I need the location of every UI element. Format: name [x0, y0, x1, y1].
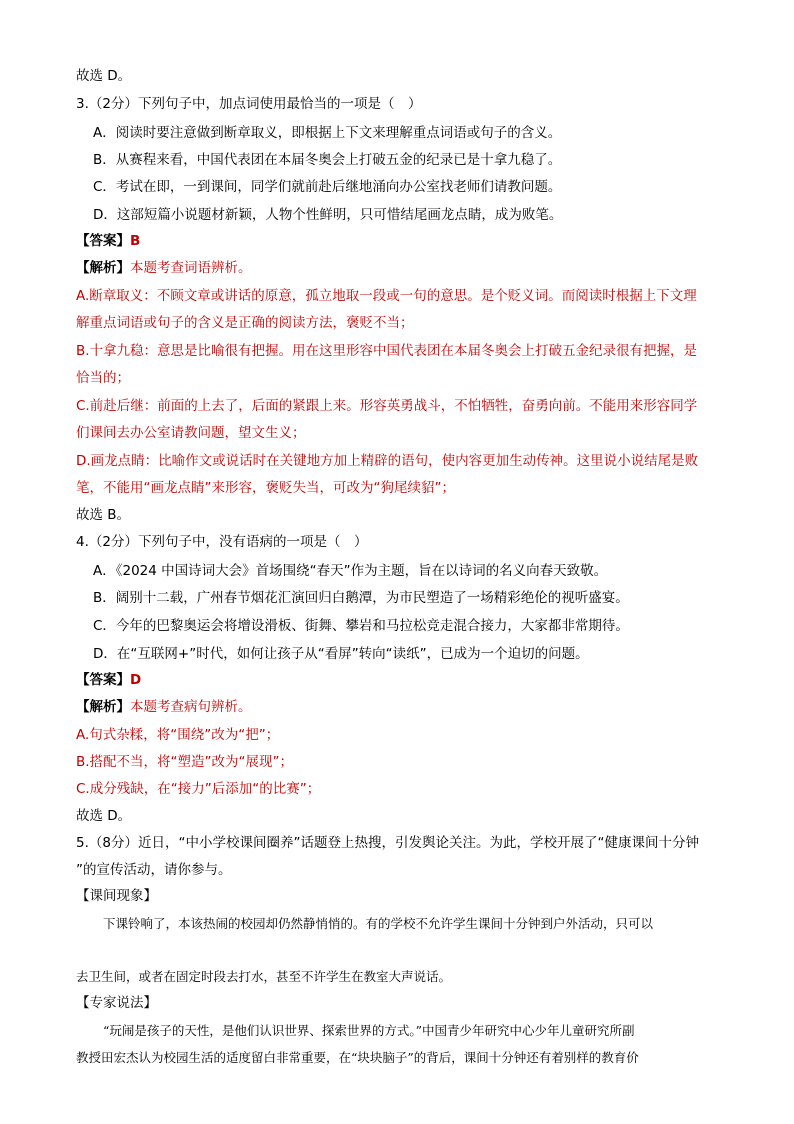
- answer-value: B: [130, 233, 141, 249]
- q5-stem-line2: ”的宣传活动，请你参与。: [76, 862, 232, 878]
- analysis-label: 【解析】: [76, 260, 130, 276]
- q3-explanation-b-line1: B.十拿九稳：意思是比喻很有把握。用在这里形容中国代表团在本届冬奥会上打破五金纪录很有把握，是: [76, 343, 698, 359]
- q3-explanation-c-line1: C.前赴后继：前面的上去了，后面的紧跟上来。形容英勇战斗，不怕牺牲，奋勇向前。不能用来形容同学: [76, 398, 698, 414]
- q4-explanation-c: C.成分残缺，在“接力”后添加“的比赛”；: [76, 781, 321, 797]
- q3-option-d: D．这部短篇小说题材新颖，人物个性鲜明，只可惜结尾画龙点睛，成为败笔。: [93, 207, 563, 223]
- analysis-text: 本题考查病句辨析。: [130, 699, 252, 715]
- answer-label: 【答案】: [76, 672, 130, 688]
- q3-stem: 3.（2分）下列句子中，加点词使用最恰当的一项是（ ）: [76, 96, 422, 112]
- q4-option-b: B．阔别十二载，广州春节烟花汇演回归白鹅潭，为市民塑造了一场精彩绝伦的视听盛宴。: [93, 590, 629, 606]
- q3-explanation-d-line1: D.画龙点睛：比喻作文或说话时在关键地方加上精辟的语句，使内容更加生动传神。这里说小说结尾是败: [76, 453, 699, 469]
- q4-option-d: D．在“互联网+”时代，如何让孩子从“看屏”转向“读纸”，已成为一个迫切的问题。: [93, 646, 589, 662]
- q3-option-b: B．从赛程来看，中国代表团在本届冬奥会上打破五金的纪录已是十拿九稳了。: [93, 152, 562, 168]
- q3-explanation-d-line2: 笔，不能用“画龙点睛”来形容，褒贬失当，可改为“狗尾续貂”；: [76, 480, 455, 496]
- analysis-label: 【解析】: [76, 699, 130, 715]
- q4-option-c: C．今年的巴黎奥运会将增设滑板、街舞、攀岩和马拉松竞走混合接力，大家都非常期待。: [93, 618, 629, 634]
- q2-conclusion: 故选 D。: [76, 68, 132, 84]
- q4-explanation-a: A.句式杂糅，将“围绕”改为“把”；: [76, 727, 280, 743]
- q3-conclusion: 故选 B。: [76, 507, 131, 523]
- q3-option-a: A．阅读时要注意做到断章取义，即根据上下文来理解重点词语或句子的含义。: [93, 125, 562, 141]
- q3-answer: [76, 232, 140, 250]
- q5-expert-line1: “玩闹是孩子的天性，是他们认识世界、探索世界的方式。”中国青少年研究中心少年儿童研究所副: [103, 1023, 635, 1038]
- q4-option-a: A．《2024 中国诗词大会》首场围绕“春天”作为主题，旨在以诗词的名义向春天致敬。: [93, 563, 608, 579]
- q4-answer: [76, 671, 141, 689]
- q4-analysis: [76, 698, 252, 716]
- q4-conclusion: 故选 D。: [76, 808, 132, 824]
- q3-explanation-a-line2: 解重点词语或句子的含义是正确的阅读方法，褒贬不当；: [76, 315, 414, 331]
- q5-stem-line1: 5.（8分）近日，“中小学校课间圈养”话题登上热搜，引发舆论关注。为此，学校开展了“健康课间十分钟: [76, 835, 699, 851]
- q5-expert-line2: 教授田宏杰认为校园生活的适度留白非常重要，在“块块脑子”的背后，课间十分钟还有着别样的教育价: [76, 1050, 639, 1065]
- q5-phenomenon-line1: 下课铃响了，本该热闹的校园却仍然静悄悄的。有的学校不允许学生课间十分钟到户外活动，只可以: [103, 916, 654, 931]
- q3-explanation-c-line2: 们课间去办公室请教问题，望文生义；: [76, 425, 306, 441]
- q4-stem: 4.（2分）下列句子中，没有语病的一项是（ ）: [76, 534, 368, 550]
- answer-label: 【答案】: [76, 233, 130, 249]
- q3-option-c: C．考试在即，一到课间，同学们就前赴后继地涌向办公室找老师们请教问题。: [93, 179, 562, 195]
- q5-section-title-phenomenon: 【课间现象】: [76, 888, 157, 904]
- q3-explanation-b-line2: 恰当的；: [76, 370, 130, 386]
- q5-phenomenon-line2: 去卫生间，或者在固定时段去打水，甚至不许学生在教室大声说话。: [76, 969, 452, 984]
- analysis-text: 本题考查词语辨析。: [130, 260, 252, 276]
- q4-explanation-b: B.搭配不当，将“塑造”改为“展现”；: [76, 754, 294, 770]
- q3-explanation-a-line1: A.断章取义：不顾文章或讲话的原意，孤立地取一段或一句的意思。是个贬义词。而阅读时根据上下文理: [76, 288, 697, 304]
- answer-value: D: [130, 672, 142, 688]
- q3-analysis: [76, 259, 252, 277]
- q5-section-title-expert: 【专家说法】: [76, 995, 157, 1011]
